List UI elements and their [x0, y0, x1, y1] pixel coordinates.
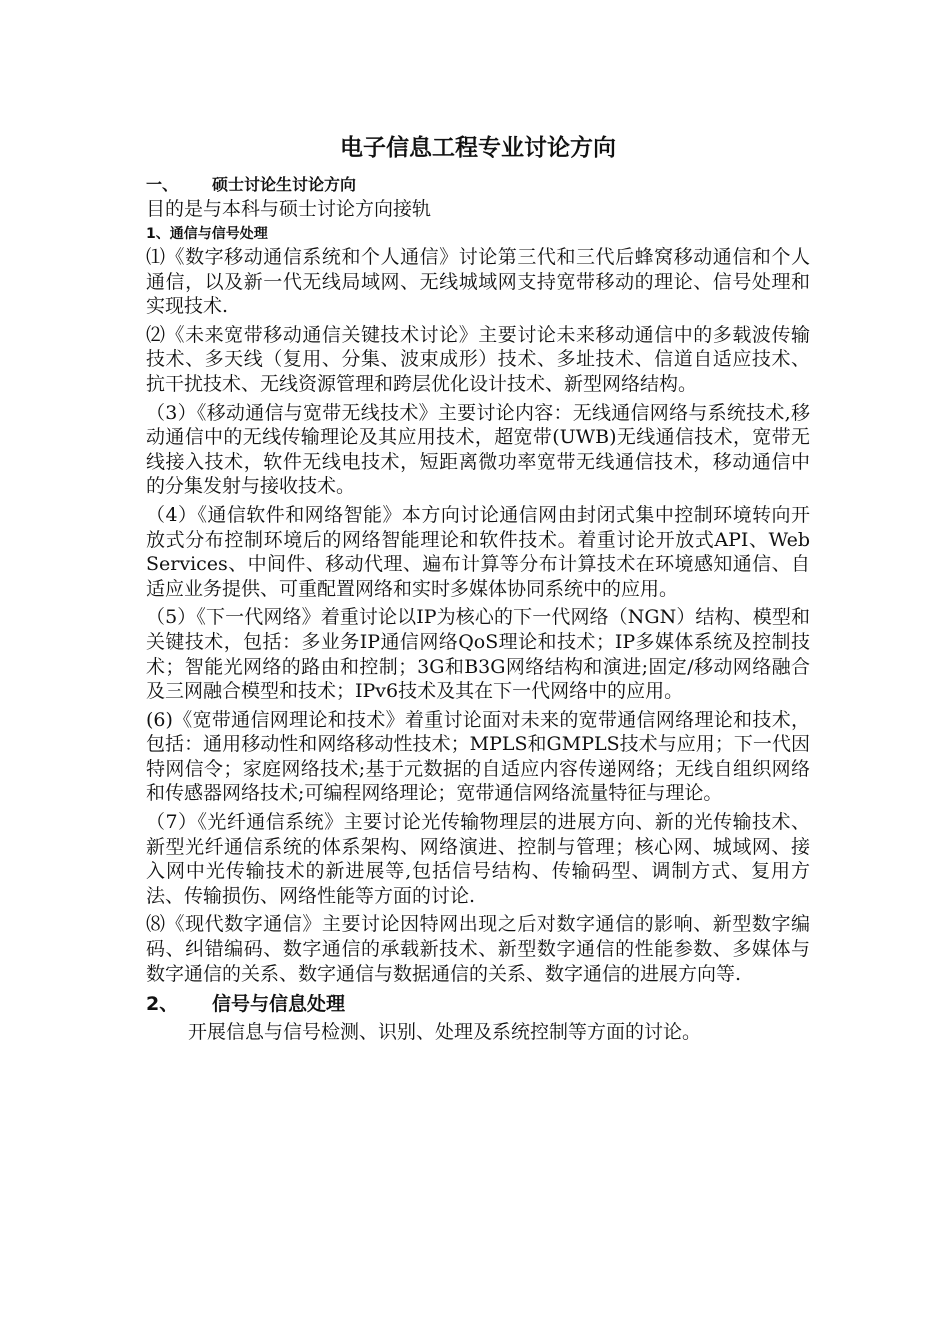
section-1-intro: 目的是与本科与硕士讨论方向接轨 [146, 198, 432, 220]
paragraph-7: （7）《光纤通信系统》主要讨论光传输物理层的进展方向、新的光传输技术、新型光纤通信系统的体系架构、网络演进、控制与管理；核心网、城域网、接入网中光传输技术的新进展等,包括信号结构、传输码型、调制方式、复用方法、传输损伤、网络性能等方面的讨论. [146, 811, 810, 907]
paragraph-4: （4）《通信软件和网络智能》本方向讨论通信网由封闭式集中控制环境转向开放式分布控制环境后的网络智能理论和软件技术。着重讨论开放式API、Web Services、中间件、移动代理、遍布计算等分布计算技术在环境感知通信、自适应业务提供、可重配置网络和实时多媒体协同系统中的应用。 [146, 503, 810, 600]
paragraph-8: ⑻《现代数字通信》主要讨论因特网出现之后对数字通信的影响、新型数字编码、纠错编码、数字通信的承载新技术、新型数字通信的性能参数、多媒体与数字通信的关系、数字通信与数据通信的关系、数字通信的进展方向等. [146, 913, 810, 985]
paragraph-6: (6)《宽带通信网理论和技术》着重讨论面对未来的宽带通信网络理论和技术，包括：通用移动性和网络移动性技术；MPLS和GMPLS技术与应用；下一代因特网信令；家庭网络技术;基于元数据的自适应内容传递网络；无线自组织网络和传感器网络技术;可编程网络理论；宽带通信网络流量特征与理论。 [146, 708, 810, 805]
paragraph-1: ⑴《数字移动通信系统和个人通信》讨论第三代和三代后蜂窝移动通信和个人通信，以及新一代无线局域网、无线城域网支持宽带移动的理论、信号处理和实现技术. [146, 246, 810, 318]
paragraph-5: （5）《下一代网络》着重讨论以IP为核心的下一代网络（NGN）结构、模型和关键技术，包括：多业务IP通信网络QoS理论和技术；IP多媒体系统及控制技术；智能光网络的路由和控制；3G和B3G网络结构和演进;固定/移动网络融合及三网融合模型和技术；IPv6技术及其在下一代网络中的应用。 [146, 606, 810, 703]
document-body [146, 132, 810, 1046]
subsection-1-heading: 1、通信与信号处理 [146, 226, 268, 242]
section-2-title: 信号与信息处理 [212, 993, 346, 1016]
paragraph-3: （3）《移动通信与宽带无线技术》主要讨论内容：无线通信网络与系统技术,移动通信中的无线传输理论及其应用技术，超宽带(UWB)无线通信技术，宽带无线接入技术，软件无线电技术，短距离微功率宽带无线通信技术，移动通信中的分集发射与接收技术。 [146, 401, 810, 498]
document-title: 电子信息工程专业讨论方向 [340, 135, 616, 161]
section-1-heading [146, 174, 810, 196]
section-1-number: 一、 [146, 175, 179, 194]
section-2-body: 开展信息与信号检测、识别、处理及系统控制等方面的讨论。 [188, 1021, 702, 1044]
section-2-heading [146, 990, 810, 1018]
section-1-title: 硕士讨论生讨论方向 [212, 175, 357, 194]
paragraph-2: ⑵《未来宽带移动通信关键技术讨论》主要讨论未来移动通信中的多载波传输技术、多天线（复用、分集、波束成形）技术、多址技术、信道自适应技术、抗干扰技术、无线资源管理和跨层优化设计技术、新型网络结构。 [146, 323, 810, 395]
section-2-number: 2、 [146, 993, 179, 1016]
